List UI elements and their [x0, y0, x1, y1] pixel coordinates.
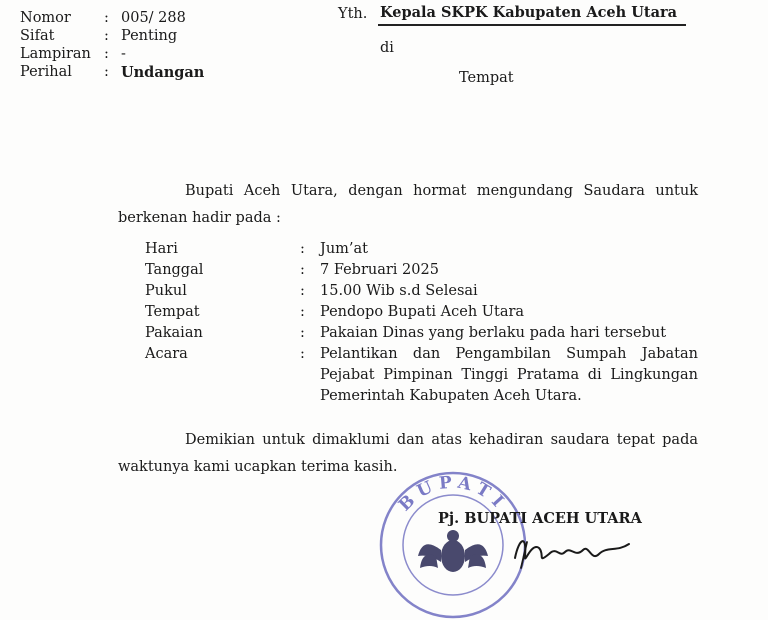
detail-label-pakaian: Pakaian: [145, 325, 203, 341]
field-colon: :: [104, 10, 109, 26]
field-label-lampiran: Lampiran: [20, 46, 91, 62]
handwritten-signature: [505, 528, 645, 570]
detail-label-tempat: Tempat: [145, 304, 200, 320]
detail-colon: :: [300, 325, 305, 341]
field-value-sifat: Penting: [121, 28, 178, 44]
field-value-perihal: Undangan: [121, 64, 205, 81]
garuda-emblem-icon: [418, 530, 488, 572]
detail-colon: :: [300, 346, 305, 362]
detail-label-acara: Acara: [145, 346, 188, 362]
field-label-sifat: Sifat: [20, 28, 55, 44]
detail-label-tanggal: Tanggal: [145, 262, 204, 278]
field-label-nomor: Nomor: [20, 10, 71, 26]
acara-line-2: Pejabat Pimpinan Tinggi Pratama di Lingkungan: [320, 367, 698, 383]
detail-label-hari: Hari: [145, 241, 178, 257]
field-value-nomor: 005/ 288: [121, 10, 186, 26]
detail-value-pakaian: Pakaian Dinas yang berlaku pada hari tersebut: [320, 325, 667, 341]
recipient: Kepala SKPK Kabupaten Aceh Utara: [380, 4, 678, 21]
field-label-perihal: Perihal: [20, 64, 72, 80]
detail-label-pukul: Pukul: [145, 283, 187, 299]
detail-value-pukul: 15.00 Wib s.d Selesai: [320, 283, 478, 299]
closing-line-2: waktunya kami ucapkan terima kasih.: [118, 459, 398, 475]
field-colon: :: [104, 28, 109, 44]
detail-value-tempat: Pendopo Bupati Aceh Utara: [320, 304, 525, 320]
detail-value-tanggal: 7 Februari 2025: [320, 262, 439, 278]
detail-colon: :: [300, 241, 305, 257]
opening-line-1: Bupati Aceh Utara, dengan hormat mengundang Saudara untuk: [185, 183, 698, 199]
salutation: Yth.: [338, 6, 368, 22]
stamp-text: BUPATI: [394, 472, 512, 516]
closing-line-1: Demikian untuk dimaklumi dan atas kehadiran saudara tepat pada: [185, 432, 698, 448]
opening-line-2: berkenan hadir pada :: [118, 210, 281, 226]
field-colon: :: [104, 64, 109, 80]
detail-colon: :: [300, 262, 305, 278]
detail-value-hari: Jum’at: [320, 241, 368, 257]
address-place: Tempat: [459, 70, 514, 86]
acara-line-3: Pemerintah Kabupaten Aceh Utara.: [320, 388, 582, 404]
detail-colon: :: [300, 304, 305, 320]
signature-title: Pj. BUPATI ACEH UTARA: [438, 510, 642, 527]
address-at: di: [380, 40, 394, 56]
detail-value-acara: Pelantikan dan Pengambilan Sumpah Jabatan: [320, 346, 698, 362]
field-value-lampiran: -: [121, 46, 126, 62]
detail-colon: :: [300, 283, 305, 299]
recipient-underline: [378, 24, 686, 26]
field-colon: :: [104, 46, 109, 62]
